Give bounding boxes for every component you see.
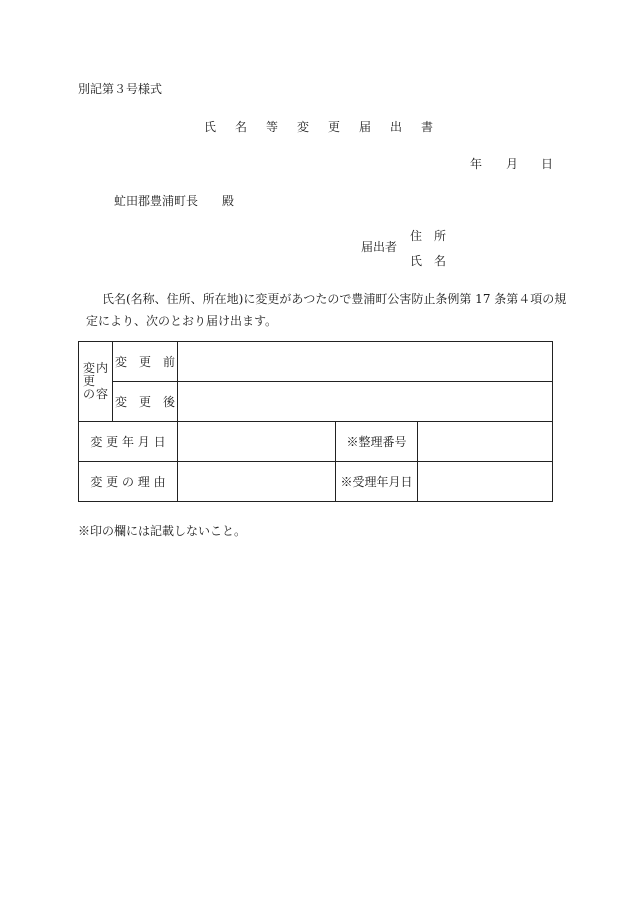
body-text-line1: 氏名(名称、住所、所在地)に変更があつたので豊浦町公害防止条例第 17 条第４項の規 [102, 292, 567, 306]
before-value-field[interactable] [178, 342, 553, 382]
footnote: ※印の欄には記載しないこと。 [78, 524, 247, 538]
title-char: 届 [359, 120, 372, 134]
body-text [78, 288, 578, 332]
form-number: 別記第３号様式 [78, 82, 163, 96]
addressee-honorific: 殿 [222, 194, 235, 208]
reason-label: 変 更 の 理 由 [79, 462, 178, 502]
date-year-label: 年 [470, 157, 483, 171]
name-label: 氏 名 [410, 254, 447, 268]
address-label: 住 所 [410, 229, 447, 243]
title-char: 出 [390, 120, 403, 134]
reason-field[interactable] [178, 462, 336, 502]
date-month-label: 月 [506, 157, 519, 171]
title-char: 更 [328, 120, 341, 134]
reg-number-field[interactable] [418, 422, 553, 462]
content-label-cell [79, 342, 113, 422]
title-char: 書 [421, 120, 434, 134]
received-date-label: ※受理年月日 [336, 462, 418, 502]
received-date-field[interactable] [418, 462, 553, 502]
addressee-name: 虻田郡豊浦町長 [114, 194, 199, 208]
date-day-label: 日 [541, 157, 554, 171]
table-row [79, 342, 553, 382]
body-text-line2: 定により、次のとおり届け出ます。 [86, 314, 278, 328]
after-value-field[interactable] [178, 382, 553, 422]
title-char: 氏 [204, 120, 217, 134]
title-char: 変 [297, 120, 310, 134]
change-table [78, 341, 553, 502]
change-date-field[interactable] [178, 422, 336, 462]
content-label-col2: 内 容 [96, 361, 109, 401]
content-label-col1: 変 更 の [82, 361, 95, 401]
after-label: 変 更 後 [113, 382, 178, 422]
table-row [79, 382, 553, 422]
title-char: 名 [235, 120, 248, 134]
addressee [114, 192, 234, 209]
table-row [79, 422, 553, 462]
before-label: 変 更 前 [113, 342, 178, 382]
title-char: 等 [266, 120, 279, 134]
change-date-label: 変 更 年 月 日 [79, 422, 178, 462]
table-row [79, 462, 553, 502]
submitter-label: 届出者 [361, 240, 398, 254]
document-title [204, 118, 433, 135]
reg-number-label: ※整理番号 [336, 422, 418, 462]
